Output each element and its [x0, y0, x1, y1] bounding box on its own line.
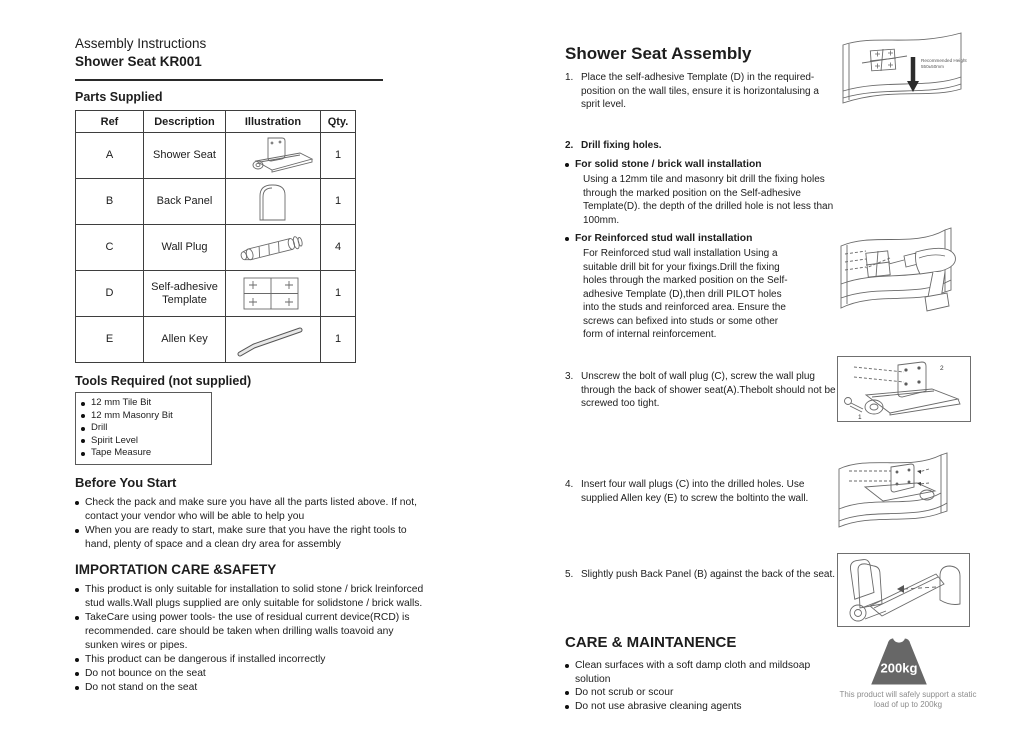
list-item-text: Do not use abrasive cleaning agents	[575, 700, 742, 712]
solid-wall-subheading	[565, 158, 839, 171]
list-item-text: Clean surfaces with a soft damp cloth and mildsoap solution	[575, 660, 811, 685]
bullet-icon	[75, 658, 79, 662]
list-item-text: This product is only suitable for installation to solid stone / brick lreinforced stud walls.Wall plugs supplied are only suitable for solidstone / brick walls.	[85, 584, 424, 609]
template-illustration	[226, 271, 321, 317]
bullet-icon	[81, 439, 85, 443]
step-number: 1.	[565, 72, 574, 83]
tool-label: Drill	[91, 422, 108, 433]
col-header-ref: Ref	[76, 111, 144, 133]
shower-seat-illustration	[226, 133, 321, 179]
bullet-icon	[81, 414, 85, 418]
bullet-icon	[75, 529, 79, 533]
list-item	[75, 496, 425, 524]
part-qty: 1	[321, 317, 356, 363]
assembly-step-3	[565, 370, 839, 411]
tool-label: Spirit Level	[91, 434, 138, 446]
list-item	[75, 667, 425, 681]
step3-part-label-1: 1	[858, 414, 862, 421]
list-item	[75, 611, 425, 653]
list-item	[75, 681, 425, 695]
bullet-icon	[81, 427, 85, 431]
doc-title-line2: Shower Seat KR001	[75, 54, 202, 69]
part-qty: 1	[321, 271, 356, 317]
part-ref: E	[76, 317, 144, 363]
part-ref: A	[76, 133, 144, 179]
part-description: Shower Seat	[144, 133, 226, 179]
bullet-icon	[565, 705, 569, 709]
part-qty: 1	[321, 179, 356, 225]
step-text: Insert four wall plugs (C) into the drilled holes. Use supplied Allen key (E) to screw the boltinto the wall.	[581, 479, 809, 504]
part-ref: D	[76, 271, 144, 317]
part-description: Self-adhesive Template	[144, 271, 226, 317]
stud-wall-body: For Reinforced stud wall installation Using a suitable drill bit for your fixings.Drill the fixing holes through the marked position on the Self-adhesive Template (D),then drill PILOT holes into the studs and reinforced area. Ensure the screws can befixed into studs or some other form of internal reinforcement.	[583, 248, 788, 340]
table-row	[76, 271, 356, 317]
step4-illustration	[833, 441, 973, 533]
bullet-icon	[81, 402, 85, 406]
recommended-height-label: Recommended Height	[921, 58, 967, 63]
subheading-text: For Reinforced stud wall installation	[575, 233, 753, 244]
list-item	[81, 435, 209, 448]
before-you-start-list	[75, 496, 425, 552]
list-item-text: Do not bounce on the seat	[85, 668, 206, 679]
tool-label: 12 mm Masonry Bit	[91, 409, 173, 421]
step2-illustration	[833, 220, 973, 325]
col-header-illustration: Illustration	[226, 111, 321, 133]
part-description: Back Panel	[144, 179, 226, 225]
bullet-icon	[75, 672, 79, 676]
part-qty: 1	[321, 133, 356, 179]
tool-label: 12 mm Tile Bit	[91, 397, 152, 408]
title-divider	[75, 79, 383, 81]
step-text: Place the self-adhesive Template (D) in the required- position on the wall tiles, ensure it is horizontalusing a sprit level.	[581, 72, 819, 110]
stud-wall-subheading	[565, 232, 839, 245]
list-item-text: When you are ready to start, make sure that you have the right tools to hand, plenty of space and a clean dry area for assembly	[85, 525, 407, 550]
solid-wall-body: Using a 12mm tile and masonry bit drill the fixing holes through the marked position on the Self-adhesive Template(D). the depth of the drilled hole is not less than 100mm.	[583, 174, 834, 226]
recommended-height-value: 550±50mm	[921, 64, 944, 69]
step-text: Slightly push Back Panel (B) against the back of the seat.	[581, 569, 836, 580]
col-header-description: Description	[144, 111, 226, 133]
list-item	[565, 700, 815, 714]
table-row	[76, 317, 356, 363]
step-number: 2.	[565, 140, 574, 151]
bullet-icon	[75, 686, 79, 690]
part-qty: 4	[321, 225, 356, 271]
bullet-icon	[75, 588, 79, 592]
bullet-icon	[81, 452, 85, 456]
list-item	[75, 524, 425, 552]
back-panel-illustration	[226, 179, 321, 225]
parts-table	[75, 110, 356, 363]
step-number: 4.	[565, 479, 574, 490]
safety-heading: IMPORTATION CARE &SAFETY	[75, 562, 277, 577]
subheading-text: For solid stone / brick wall installation	[575, 159, 762, 170]
doc-title-line1: Assembly Instructions	[75, 36, 207, 51]
step-number: 3.	[565, 371, 574, 382]
bullet-icon	[75, 616, 79, 620]
assembly-step-1	[565, 71, 839, 112]
tools-required-box	[75, 392, 212, 465]
step3-part-label-2: 2	[940, 365, 944, 372]
list-item-text: This product can be dangerous if installed incorrectly	[85, 654, 326, 665]
before-you-start-heading: Before You Start	[75, 475, 177, 490]
tools-required-heading: Tools Required (not supplied)	[75, 374, 252, 388]
table-row	[76, 133, 356, 179]
table-row	[76, 225, 356, 271]
step3-illustration	[837, 356, 971, 422]
max-load-value: 200kg	[880, 660, 918, 676]
list-item	[75, 653, 425, 667]
bullet-icon	[565, 163, 569, 167]
list-item-text: TakeCare using power tools- the use of residual current device(RCD) is recommended. care should be taken when drilling walls toavoid any sunken wires or pipes.	[85, 612, 410, 651]
step-number: 5.	[565, 569, 574, 580]
parts-table-header-row	[76, 111, 356, 133]
part-description: Wall Plug	[144, 225, 226, 271]
parts-supplied-heading: Parts Supplied	[75, 90, 163, 104]
safety-list	[75, 583, 425, 695]
step5-illustration	[837, 553, 970, 627]
step-text: Unscrew the bolt of wall plug (C), screw the wall plug through the back of shower seat(A).Thebolt should not be screwed too tight.	[581, 371, 836, 409]
list-item-text: Do not scrub or scour	[575, 687, 674, 698]
list-item	[75, 583, 425, 611]
assembly-heading: Shower Seat Assembly	[565, 44, 752, 63]
allen-key-illustration	[226, 317, 321, 363]
part-ref: C	[76, 225, 144, 271]
bullet-icon	[565, 691, 569, 695]
assembly-step-2	[565, 139, 839, 153]
list-item	[81, 397, 209, 410]
bullet-icon	[565, 237, 569, 241]
table-row	[76, 179, 356, 225]
wall-plug-illustration	[226, 225, 321, 271]
list-item-text: Do not stand on the seat	[85, 682, 198, 693]
bullet-icon	[75, 501, 79, 505]
step1-illustration	[833, 25, 973, 120]
assembly-step-5	[565, 568, 839, 582]
assembly-step-4	[565, 478, 839, 505]
list-item	[81, 447, 209, 460]
list-item	[81, 410, 209, 423]
tool-label: Tape Measure	[91, 447, 152, 458]
step-text: Drill fixing holes.	[581, 140, 662, 151]
max-load-caption: This product will safely support a static load of up to 200kg	[839, 690, 977, 709]
max-load-badge	[866, 633, 932, 689]
list-item	[81, 422, 209, 435]
part-ref: B	[76, 179, 144, 225]
list-item-text: Check the pack and make sure you have all the parts listed above. If not, contact your vendor who will be able to help you	[85, 497, 417, 522]
part-description: Allen Key	[144, 317, 226, 363]
care-maintenance-heading: CARE & MAINTANENCE	[565, 634, 737, 651]
bullet-icon	[565, 664, 569, 668]
list-item	[565, 659, 815, 686]
list-item	[565, 686, 815, 700]
col-header-qty: Qty.	[321, 111, 356, 133]
